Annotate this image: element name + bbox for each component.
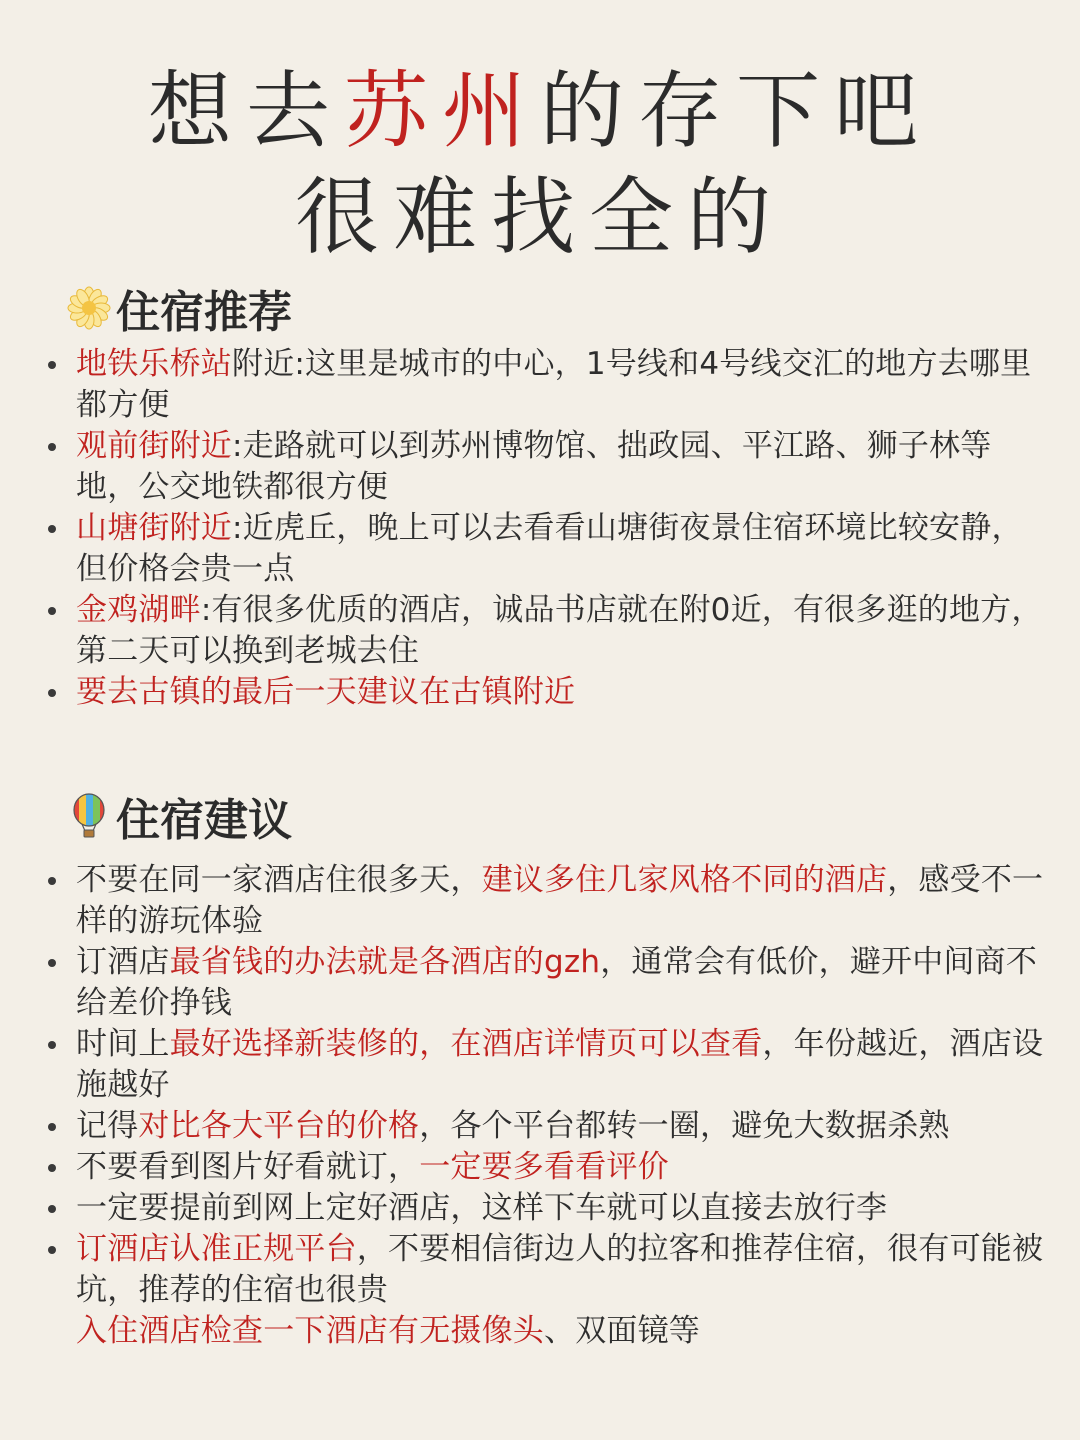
item-text-pre: 不要在同一家酒店住很多天， [76, 862, 482, 898]
title-highlight-city: 苏州 [343, 62, 540, 160]
hot-air-balloon-icon [66, 793, 112, 839]
list-item [44, 426, 1050, 508]
bullet-dot [48, 1205, 56, 1213]
item-text: :走路就可以到苏州博物馆、拙政园、平江路、狮子林等地，公交地铁都很方便 [76, 428, 992, 505]
page-title-line2: 很难找全的 [294, 168, 785, 266]
highlight-text: 最省钱的办法就是各酒店的gzh [169, 944, 601, 980]
title-part-a: 想去 [147, 62, 344, 160]
bullet-dot [48, 959, 56, 967]
list-item [44, 942, 1050, 1024]
highlight-text: 最好选择新装修的，在酒店详情页可以查看 [169, 1026, 763, 1062]
section-heading-recommend [66, 276, 292, 340]
item-text-pre: 一定要提前到网上定好酒店，这样下车就可以直接去放行李 [76, 1190, 888, 1226]
highlight-text: 对比各大平台的价格 [138, 1108, 420, 1144]
page-title-line1 [0, 44, 1080, 165]
item-text-post: ，不要相信街边人的拉客和推荐住宿，很有可能被坑，推荐的住宿也很贵 [76, 1231, 1044, 1308]
bullet-dot [48, 443, 56, 451]
bullet-dot [48, 1164, 56, 1172]
item-text-pre: 订酒店 [76, 944, 170, 980]
highlight-text: 山塘街附近 [76, 510, 232, 546]
bullet-dot [48, 1041, 56, 1049]
highlight-text: 观前街附近 [76, 428, 232, 464]
item-text-post: ，感受不一样的游玩体验 [76, 862, 1044, 939]
item-text-post: ，年份越近，酒店设施越好 [76, 1026, 1044, 1103]
list-item [44, 672, 1050, 713]
section-heading-advice [66, 784, 292, 848]
section-heading-text: 住宿建议 [116, 795, 292, 846]
bullet-dot [48, 361, 56, 369]
item-text-pre: 不要看到图片好看就订， [76, 1149, 420, 1185]
list-item-continuation [44, 1311, 1050, 1352]
list-item [44, 344, 1050, 426]
list-item [44, 1147, 1050, 1188]
list-item [44, 508, 1050, 590]
item-text: :近虎丘，晚上可以去看看山塘街夜景住宿环境比较安静，但价格会贵一点 [76, 510, 1023, 587]
bullet-dot [48, 877, 56, 885]
list-item [44, 1024, 1050, 1106]
recommend-list [44, 344, 1050, 713]
item-text-post: ，通常会有低价，避开中间商不给差价挣钱 [76, 944, 1038, 1021]
section-heading-text: 住宿推荐 [116, 287, 292, 338]
item-text-post: ，各个平台都转一圈，避免大数据杀熟 [419, 1108, 950, 1144]
item-text: :有很多优质的酒店，诚品书店就在附0近，有很多逛的地方，第二天可以换到老城去住 [76, 592, 1043, 669]
advice-list [44, 860, 1050, 1352]
bullet-dot [48, 607, 56, 615]
title-part-c: 的存下吧 [540, 62, 933, 160]
flower-icon [66, 285, 112, 331]
highlight-text: 金鸡湖畔 [76, 592, 201, 628]
list-item [44, 1106, 1050, 1147]
list-item [44, 590, 1050, 672]
list-item [44, 1229, 1050, 1311]
highlight-text: 地铁乐桥站 [76, 346, 232, 382]
bullet-dot [48, 525, 56, 533]
item-text-pre: 记得 [76, 1108, 139, 1144]
item-text-post: 、双面镜等 [544, 1313, 700, 1349]
bullet-dot [48, 689, 56, 697]
bullet-dot [48, 1246, 56, 1254]
highlight-text: 一定要多看看评价 [419, 1149, 669, 1185]
bullet-dot [48, 1123, 56, 1131]
highlight-text: 建议多住几家风格不同的酒店 [481, 862, 888, 898]
item-text-pre: 时间上 [76, 1026, 170, 1062]
list-item [44, 860, 1050, 942]
highlight-text: 订酒店认准正规平台 [76, 1231, 357, 1267]
highlight-text: 要去古镇的最后一天建议在古镇附近 [76, 674, 576, 710]
highlight-text: 入住酒店检查一下酒店有无摄像头 [76, 1313, 544, 1349]
item-text: 附近:这里是城市的中心，1号线和4号线交汇的地方去哪里都方便 [76, 346, 1032, 423]
list-item [44, 1188, 1050, 1229]
